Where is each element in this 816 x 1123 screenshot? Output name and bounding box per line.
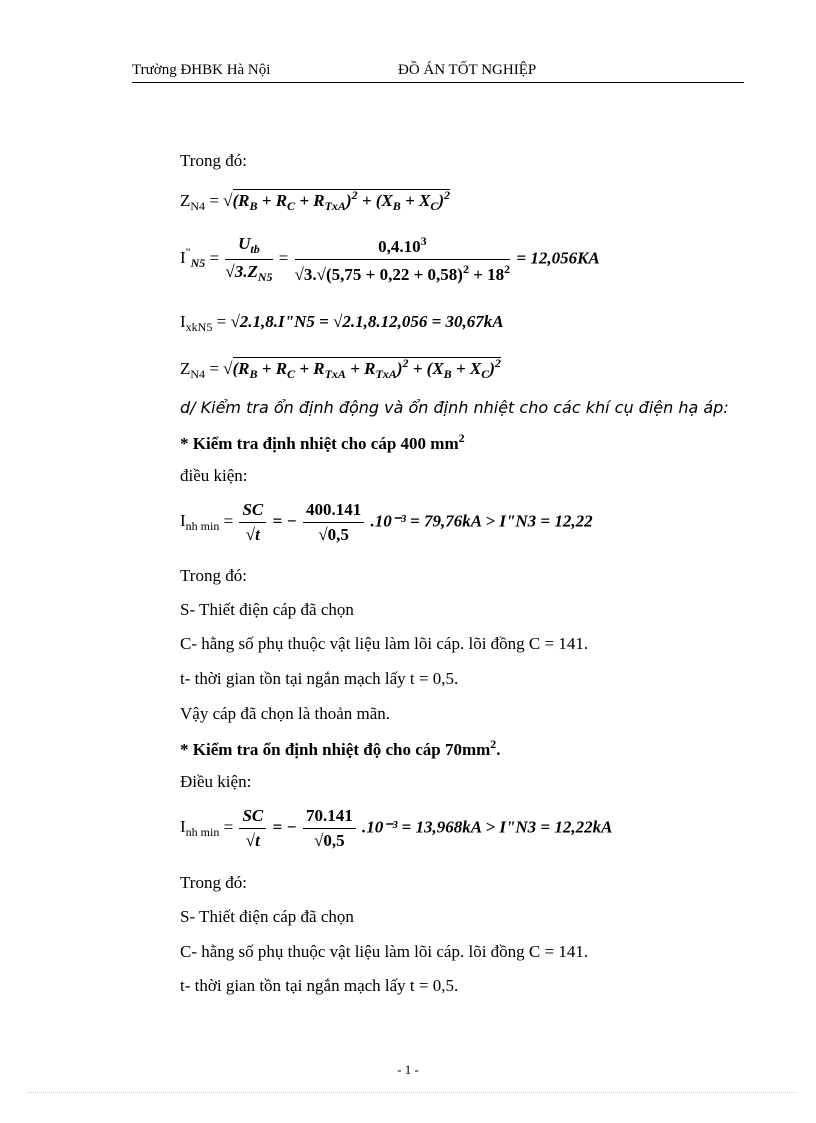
zn4-formula-2: $Z_{N4} = √(R_B + R_C + R_{TxA} + R_{TxA})^2 + (X_B + X_C)^2$ [180,356,501,381]
inh2-fraction-1: $\frac{SC}{√t}$ [239,806,266,851]
header-school: Trường ĐHBK Hà Nội [132,62,271,78]
in5-fraction-2: $\frac{0,4.10^3}{√3.√(5,75 + 0,22 + 0,58)^2 + 18^2}$ [294,234,511,284]
inh1-fraction-1: $\frac{SC}{√t}$ [239,500,266,545]
dieu-kien-label-1: điều kiện: [180,466,248,485]
in5-formula: $I^"_{N5}$ = $\frac{U_{tb}}{√3.Z_{N5}}$ = $\frac{0,4.10^3}{√3.√(5,75 + 0,22 + 0,58)^2 + 18^2}$ = 12,056KA [180,234,600,284]
zn4-formula-1: $Z_{N4} = √(R_B + R_C + R_{TxA})^2 + (X_B + X_C)^2$ [180,188,451,213]
inh-label-1: $I_{nh min}$ [180,511,220,534]
header-title: ĐỒ ÁN TỐT NGHIỆP [398,62,537,78]
t-definition-1: t- thời gian tồn tại ngắn mạch lấy t = 0,5. [180,669,459,688]
inh-formula-2: $I_{nh min}$ = $\frac{SC}{√t}$ = − $\frac{70.141}{√0,5}$ .10⁻³ = 13,968kA > I"N3 = 12,22kA [180,806,613,850]
page-number: - 1 - [397,1062,419,1077]
trong-do-label: Trong đó: [180,151,247,170]
inh1-result: .10⁻³ = 79,76kA > I"N3 = 12,22 [370,511,593,531]
in5-result: = 12,056KA [516,248,600,268]
ixk-expression: √2.1,8.I"N5 = √2.1,8.12,056 = 30,67kA [230,312,504,331]
c-definition-2: C- hằng số phụ thuộc vật liệu làm lõi cáp. lõi đồng C = 141. [180,942,589,961]
dieu-kien-label-2: Điều kiện: [180,772,252,791]
zn4-label: $Z_{N4}$ [180,191,206,213]
check-400-heading: * Kiểm tra định nhiệt cho cáp 400 $mm^2$ [180,431,465,453]
inh1-fraction-2: $\frac{400.141}{√0,5}$ [303,500,364,545]
inh2-result: .10⁻³ = 13,968kA > I"N3 = 12,22kA [361,817,613,837]
in5-label: $I^"_{N5}$ [180,245,206,271]
header-divider [132,82,744,83]
trong-do-label-2: Trong đó: [180,566,247,585]
trong-do-label-3: Trong đó: [180,873,247,892]
conclusion-text: Vậy cáp đã chọn là thoản mãn. [180,704,391,723]
zn4-label-2: $Z_{N4}$ [180,359,206,381]
page-header [132,62,744,82]
zn4-expression-2: $√(R_B + R_C + R_{TxA} + R_{TxA})^2 + (X_B + X_C)^2$ [223,356,501,381]
in5-fraction-1: $\frac{U_{tb}}{√3.Z_{N5}}$ [225,234,273,284]
t-definition-2: t- thời gian tồn tại ngắn mạch lấy t = 0,5. [180,976,459,995]
ixk-formula: $I_{xkN5}$ = √2.1,8.I"N5 = √2.1,8.12,056 = 30,67kA [180,312,504,334]
s-definition-2: S- Thiết điện cáp đã chọn [180,907,354,926]
inh2-fraction-2: $\frac{70.141}{√0,5}$ [303,806,356,851]
ixk-label: $I_{xkN5}$ [180,312,213,334]
zn4-expression: $√(R_B + R_C + R_{TxA})^2 + (X_B + X_C)^2$ [223,188,451,213]
section-d-heading: d/ Kiểm tra ổn định động và ổn định nhiệt cho các khí cụ điện hạ áp: [180,398,729,417]
inh-formula-1: $I_{nh min}$ = $\frac{SC}{√t}$ = − $\frac{400.141}{√0,5}$ .10⁻³ = 79,76kA > I"N3 = 12,22 [180,500,593,544]
inh-label-2: $I_{nh min}$ [180,817,220,840]
c-definition-1: C- hằng số phụ thuộc vật liệu làm lõi cáp. lõi đồng C = 141. [180,634,589,653]
check-70-heading: * Kiểm tra ổn định nhiệt độ cho cáp $70mm^2$. [180,737,501,759]
s-definition-1: S- Thiết điện cáp đã chọn [180,600,354,619]
page-bottom-divider [28,1092,796,1093]
